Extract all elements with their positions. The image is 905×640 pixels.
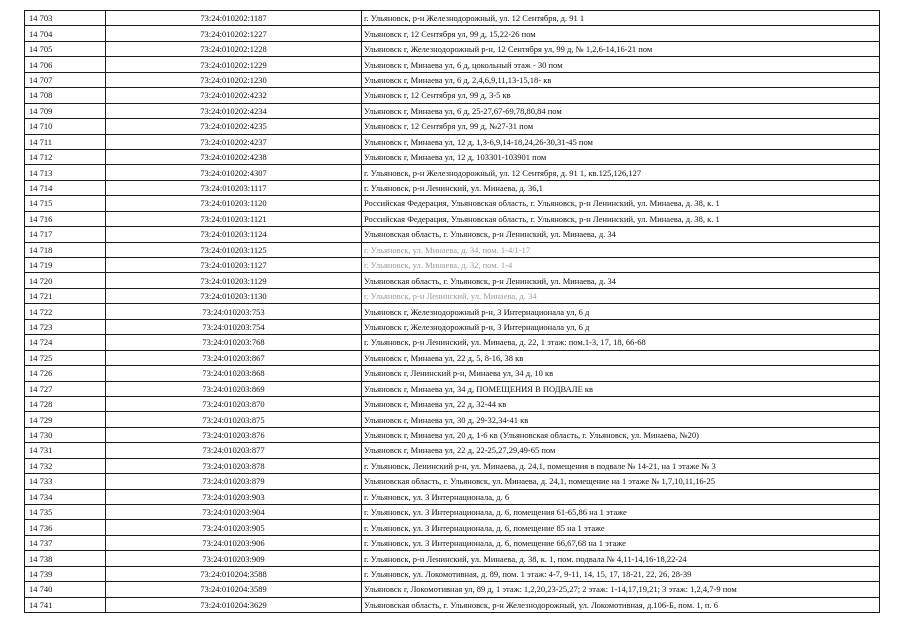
cadastral-number-cell: 73:24:010203:1121 [106, 211, 362, 226]
cadastral-number-cell: 73:24:010202:4237 [106, 134, 362, 149]
address-cell: г. Ульяновск, ул. Локомотивная, д. 89, пом. 1 этаж: 4-7, 9-11, 14, 15, 17, 18-21, 22, 26, 28-39 [362, 566, 880, 581]
cadastral-number-cell: 73:24:010202:4232 [106, 88, 362, 103]
cadastral-number-cell: 73:24:010202:1228 [106, 41, 362, 56]
table-row [25, 505, 880, 520]
address-cell: Ульяновская область, г. Ульяновск, р-н Ленинский, ул. Минаева, д. 34 [362, 273, 880, 288]
table-row [25, 88, 880, 103]
table-row [25, 11, 880, 26]
row-number-cell: 14 718 [25, 242, 106, 257]
row-number-cell: 14 705 [25, 41, 106, 56]
address-cell: Ульяновская область, г. Ульяновск, р-н Ленинский, ул. Минаева, д. 34 [362, 227, 880, 242]
table-row [25, 566, 880, 581]
address-cell: г. Ульяновск, р-н Ленинский, ул. Минаева, д. 38, к. 1, пом. подвала № 4,11-14,16-18,22-24 [362, 551, 880, 566]
row-number-cell: 14 723 [25, 319, 106, 334]
cadastral-number-cell: 73:24:010203:876 [106, 427, 362, 442]
table-row [25, 41, 880, 56]
table-row [25, 551, 880, 566]
cadastral-number-cell: 73:24:010202:4238 [106, 149, 362, 164]
table-row [25, 520, 880, 535]
cadastral-number-cell: 73:24:010203:870 [106, 396, 362, 411]
table-row [25, 258, 880, 273]
address-cell: Ульяновск г, Минаева ул, 22 д, 32-44 кв [362, 396, 880, 411]
row-number-cell: 14 734 [25, 489, 106, 504]
cadastral-number-cell: 73:24:010202:1187 [106, 11, 362, 26]
cadastral-number-cell: 73:24:010202:1229 [106, 57, 362, 72]
table-row [25, 489, 880, 504]
table-row [25, 304, 880, 319]
table-row [25, 26, 880, 41]
row-number-cell: 14 735 [25, 505, 106, 520]
address-cell: Ульяновск г, 12 Сентября ул, 99 д, 15,22-26 пом [362, 26, 880, 41]
address-cell: Ульяновская область, г. Ульяновск, р-н Железнодорожный, ул. Локомотивная, д.106-Б, пом. 1, п. 6 [362, 597, 880, 612]
table-row [25, 72, 880, 87]
table-row [25, 273, 880, 288]
row-number-cell: 14 719 [25, 258, 106, 273]
cadastral-number-cell: 73:24:010203:875 [106, 412, 362, 427]
row-number-cell: 14 706 [25, 57, 106, 72]
row-number-cell: 14 741 [25, 597, 106, 612]
cadastral-number-cell: 73:24:010203:904 [106, 505, 362, 520]
row-number-cell: 14 728 [25, 396, 106, 411]
address-cell: Ульяновск г, Минаева ул, 22 д, 22-25,27,29,49-65 пом [362, 443, 880, 458]
address-cell: г. Ульяновск, р-н Железнодорожный, ул. 12 Сентября, д. 91 1, кв.125,126,127 [362, 165, 880, 180]
address-cell: Ульяновск г, Железнодорожный р-н, 12 Сентября ул, 99 д, № 1,2,6-14,16-21 пом [362, 41, 880, 56]
address-cell: Ульяновск г, Минаева ул, 12 д, 103301-103901 пом [362, 149, 880, 164]
row-number-cell: 14 726 [25, 366, 106, 381]
row-number-cell: 14 707 [25, 72, 106, 87]
cadastral-number-cell: 73:24:010202:1227 [106, 26, 362, 41]
table-row [25, 319, 880, 334]
address-cell: г. Ульяновск, р-н Железнодорожный, ул. 12 Сентября, д. 91 1 [362, 11, 880, 26]
table-row [25, 366, 880, 381]
address-cell: г. Ульяновск, ул. Минаева, д. 34, пом. 1-4/1-17 [362, 242, 880, 257]
cadastral-number-cell: 73:24:010202:4234 [106, 103, 362, 118]
row-number-cell: 14 733 [25, 474, 106, 489]
table-row [25, 427, 880, 442]
cadastral-number-cell: 73:24:010203:867 [106, 350, 362, 365]
address-cell: г. Ульяновск, р-н Ленинский, ул. Минаева, д. 36,1 [362, 180, 880, 195]
cadastral-number-cell: 73:24:010203:1125 [106, 242, 362, 257]
address-cell: Российская Федерация, Ульяновская область, г. Ульяновск, р-н Ленинский, ул. Минаева, д. 38, к. 1 [362, 211, 880, 226]
row-number-cell: 14 703 [25, 11, 106, 26]
address-cell: г. Ульяновск, Ленинский р-н, ул. Минаева, д. 24,1, помещения в подвале № 14-21, на 1 этаже № 3 [362, 458, 880, 473]
registry-body [25, 11, 880, 613]
table-row [25, 134, 880, 149]
row-number-cell: 14 731 [25, 443, 106, 458]
address-cell: Российская Федерация, Ульяновская область, г. Ульяновск, р-н Ленинский, ул. Минаева, д. 38, к. 1 [362, 196, 880, 211]
cadastral-number-cell: 73:24:010203:768 [106, 335, 362, 350]
cadastral-number-cell: 73:24:010203:905 [106, 520, 362, 535]
row-number-cell: 14 736 [25, 520, 106, 535]
row-number-cell: 14 724 [25, 335, 106, 350]
table-row [25, 103, 880, 118]
address-cell: г. Ульяновск, р-н Ленинский, ул. Минаева, д. 22, 1 этаж: пом.1-3, 17, 18, 66-68 [362, 335, 880, 350]
cadastral-number-cell: 73:24:010203:1124 [106, 227, 362, 242]
row-number-cell: 14 738 [25, 551, 106, 566]
address-cell: Ульяновск г, 12 Сентября ул, 99 д, 3-5 кв [362, 88, 880, 103]
address-cell: Ульяновск г, Минаева ул, 34 д, ПОМЕЩЕНИЯ В ПОДВАЛЕ кв [362, 381, 880, 396]
row-number-cell: 14 740 [25, 582, 106, 597]
cadastral-number-cell: 73:24:010203:879 [106, 474, 362, 489]
cadastral-number-cell: 73:24:010203:878 [106, 458, 362, 473]
row-number-cell: 14 730 [25, 427, 106, 442]
table-row [25, 381, 880, 396]
table-row [25, 412, 880, 427]
row-number-cell: 14 720 [25, 273, 106, 288]
address-cell: г. Ульяновск, ул. 3 Интернационала, д. 6, помещение 85 на 1 этаже [362, 520, 880, 535]
row-number-cell: 14 721 [25, 288, 106, 303]
row-number-cell: 14 716 [25, 211, 106, 226]
address-cell: Ульяновск г, Минаева ул, 6 д, 25-27,67-69,78,80,84 пом [362, 103, 880, 118]
row-number-cell: 14 713 [25, 165, 106, 180]
table-row [25, 242, 880, 257]
cadastral-number-cell: 73:24:010202:4307 [106, 165, 362, 180]
table-row [25, 350, 880, 365]
cadastral-number-cell: 73:24:010202:4235 [106, 119, 362, 134]
cadastral-number-cell: 73:24:010203:909 [106, 551, 362, 566]
cadastral-number-cell: 73:24:010204:3629 [106, 597, 362, 612]
row-number-cell: 14 704 [25, 26, 106, 41]
address-cell: Ульяновск г, Минаева ул, 20 д, 1-6 кв (Ульяновская область, г. Ульяновск, ул. Минаева, №20) [362, 427, 880, 442]
table-row [25, 57, 880, 72]
row-number-cell: 14 729 [25, 412, 106, 427]
row-number-cell: 14 709 [25, 103, 106, 118]
address-cell: г. Ульяновск, ул. Минаева, д. 32, пом. 1-4 [362, 258, 880, 273]
table-row [25, 288, 880, 303]
table-row [25, 227, 880, 242]
row-number-cell: 14 732 [25, 458, 106, 473]
address-cell: Ульяновск г, Минаева ул, 6 д, 2,4,6,9,11,13-15,18- кв [362, 72, 880, 87]
cadastral-number-cell: 73:24:010203:754 [106, 319, 362, 334]
address-cell: Ульяновск г, Железнодорожный р-н, 3 Интернационала ул, 6 д [362, 304, 880, 319]
row-number-cell: 14 725 [25, 350, 106, 365]
cadastral-number-cell: 73:24:010203:868 [106, 366, 362, 381]
row-number-cell: 14 714 [25, 180, 106, 195]
table-row [25, 443, 880, 458]
address-cell: Ульяновск г, Минаева ул, 30 д, 29-32,34-41 кв [362, 412, 880, 427]
cadastral-number-cell: 73:24:010203:1120 [106, 196, 362, 211]
table-row [25, 396, 880, 411]
row-number-cell: 14 708 [25, 88, 106, 103]
address-cell: Ульяновская область, г. Ульяновск, ул. Минаева, д. 24,1, помещение на 1 этаже № 1,7,10,11,16-25 [362, 474, 880, 489]
cadastral-number-cell: 73:24:010203:869 [106, 381, 362, 396]
address-cell: г. Ульяновск, р-н Ленинский, ул. Минаева, д. 34 [362, 288, 880, 303]
table-row [25, 196, 880, 211]
address-cell: г. Ульяновск, ул. 3 Интернационала, д. 6 [362, 489, 880, 504]
cadastral-number-cell: 73:24:010203:1127 [106, 258, 362, 273]
address-cell: Ульяновск г, 12 Сентября ул, 99 д, №27-31 пом [362, 119, 880, 134]
row-number-cell: 14 727 [25, 381, 106, 396]
table-row [25, 597, 880, 612]
address-cell: Ульяновск г, Железнодорожный р-н, 3 Интернационала ул, 6 д [362, 319, 880, 334]
cadastral-number-cell: 73:24:010203:877 [106, 443, 362, 458]
table-row [25, 458, 880, 473]
row-number-cell: 14 722 [25, 304, 106, 319]
cadastral-registry-table [24, 10, 880, 613]
cadastral-number-cell: 73:24:010203:1129 [106, 273, 362, 288]
address-cell: Ульяновск г, Минаева ул, 12 д, 1,3-6,9,14-18,24,26-30,31-45 пом [362, 134, 880, 149]
row-number-cell: 14 710 [25, 119, 106, 134]
row-number-cell: 14 711 [25, 134, 106, 149]
address-cell: г. Ульяновск, ул. 3 Интернационала, д. 6, помещение 66,67,68 на 1 этаже [362, 535, 880, 550]
table-row [25, 474, 880, 489]
address-cell: г. Ульяновск, ул. 3 Интернационала, д. 6, помещения 61-65,86 на 1 этаже [362, 505, 880, 520]
table-row [25, 119, 880, 134]
cadastral-number-cell: 73:24:010203:903 [106, 489, 362, 504]
row-number-cell: 14 712 [25, 149, 106, 164]
table-row [25, 165, 880, 180]
cadastral-number-cell: 73:24:010203:906 [106, 535, 362, 550]
table-row [25, 180, 880, 195]
row-number-cell: 14 715 [25, 196, 106, 211]
cadastral-number-cell: 73:24:010203:1117 [106, 180, 362, 195]
row-number-cell: 14 717 [25, 227, 106, 242]
table-row [25, 149, 880, 164]
cadastral-number-cell: 73:24:010202:1230 [106, 72, 362, 87]
cadastral-number-cell: 73:24:010204:3588 [106, 566, 362, 581]
cadastral-number-cell: 73:24:010203:1130 [106, 288, 362, 303]
table-row [25, 535, 880, 550]
row-number-cell: 14 737 [25, 535, 106, 550]
table-row [25, 335, 880, 350]
cadastral-number-cell: 73:24:010203:753 [106, 304, 362, 319]
address-cell: Ульяновск г, Минаева ул, 22 д, 5, 8-16, 38 кв [362, 350, 880, 365]
address-cell: Ульяновск г, Минаева ул, 6 д, цокольный этаж - 30 пом [362, 57, 880, 72]
row-number-cell: 14 739 [25, 566, 106, 581]
cadastral-number-cell: 73:24:010204:3589 [106, 582, 362, 597]
table-row [25, 582, 880, 597]
address-cell: Ульяновск г, Локомотивная ул, 89 д, 1 этаж: 1,2,20,23-25,27; 2 этаж: 1-14,17,19,21; 3 этаж: 1,2,4,7-9 пом [362, 582, 880, 597]
address-cell: Ульяновск г, Ленинский р-н, Минаева ул, 34 д, 10 кв [362, 366, 880, 381]
table-row [25, 211, 880, 226]
